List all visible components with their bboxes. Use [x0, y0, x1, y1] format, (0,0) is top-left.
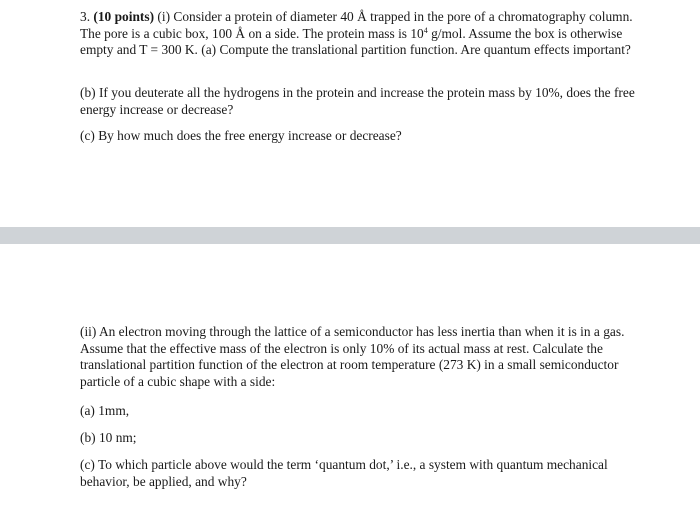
question-3-part-ii — [80, 324, 640, 390]
part-b-text: (b) If you deuterate all the hydrogens in the protein and increase the protein mass by 10%, does the free energy increase or decrease? — [80, 85, 635, 117]
part-ii-a — [80, 403, 640, 420]
part-c-text: (c) By how much does the free energy increase or decrease? — [80, 128, 402, 143]
part-ii-c-text: (c) To which particle above would the term ‘quantum dot,’ i.e., a system with quantum mechanical behavior, be applied, and why? — [80, 457, 608, 489]
part-ii-intro-text: (ii) An electron moving through the lattice of a semiconductor has less inertia than when it is in a gas. Assume that the effective mass of the electron is only 10% of its actual mass at rest. Calculate the translational partition function of the electron at room temperature (273 K) in a small semiconductor particle of a cubic shape with a side: — [80, 324, 625, 389]
question-3-part-i — [80, 9, 640, 59]
intro-text-end: g/mol. Assume the box is otherwise empty and T = 300 K. (a) Compute the translational partition function. Are quantum effects important? — [80, 25, 631, 57]
question-3-intro-text — [80, 9, 640, 59]
mass-exponent: 4 — [423, 25, 428, 35]
part-ii-a-text: (a) 1mm, — [80, 403, 130, 418]
section-divider-bar — [0, 227, 700, 244]
part-ii-b — [80, 430, 640, 447]
question-3-part-b — [80, 85, 640, 118]
part-ii-b-text: (b) 10 nm; — [80, 430, 137, 445]
points-label: (10 points) — [93, 9, 155, 24]
part-ii-c — [80, 457, 640, 490]
question-3-part-c — [80, 128, 640, 145]
intro-text-start: (i) Consider a protein of diameter 40 Å trapped in the pore of a chromatography column. The pore is a cubic box, 100 Å on a side. The protein mass is 10 — [80, 9, 633, 41]
question-number: 3. — [80, 9, 91, 24]
